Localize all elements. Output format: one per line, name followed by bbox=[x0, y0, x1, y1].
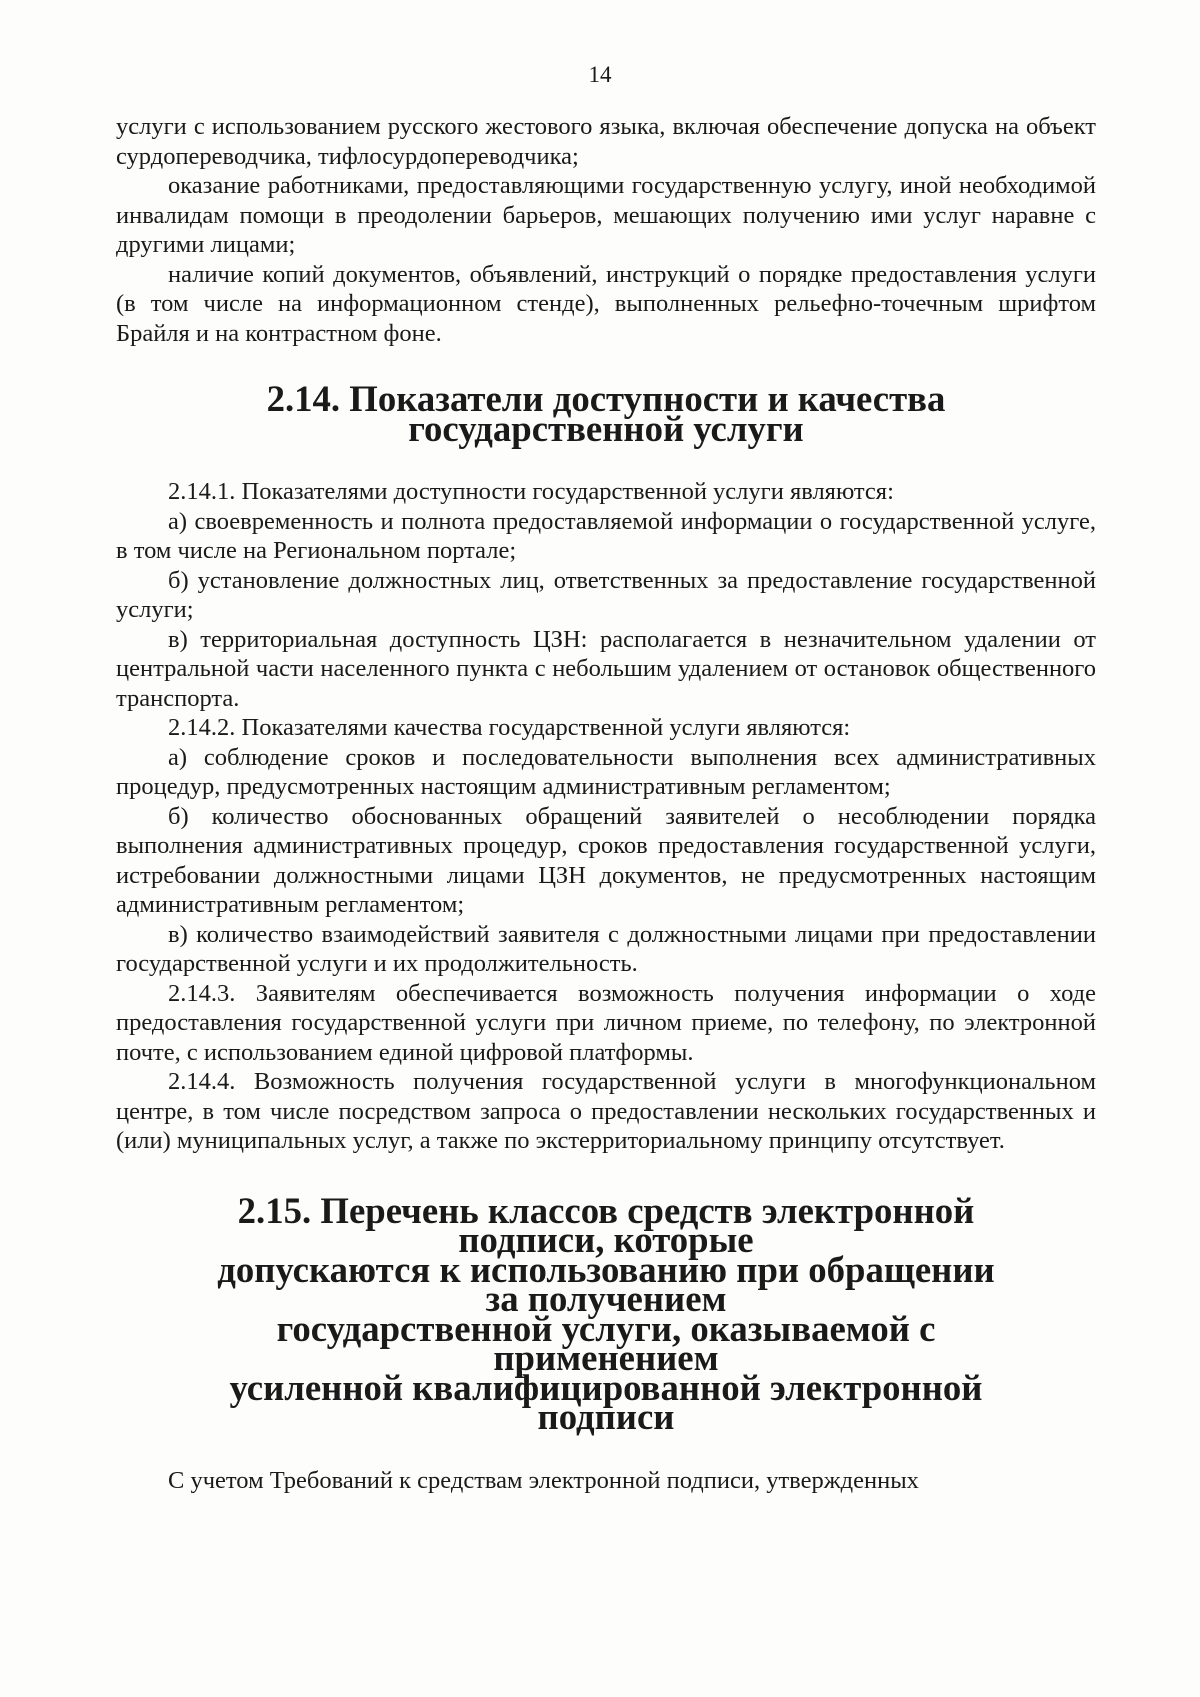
heading-line: 2.14. Показатели доступности и качества bbox=[266, 378, 946, 419]
paragraph: б) количество обоснованных обращений заявителей о несоблюдении порядка выполнения административных процедур, сроков предоставления государственной услуги, истребовании должностными лицами ЦЗН документов, не предусмотренных настоящим административным регламентом; bbox=[116, 802, 1096, 918]
paragraph: наличие копий документов, объявлений, инструкций о порядке предоставления услуги (в том числе на информационном стенде), выполненных рельефно-точечным шрифтом Брайля и на контрастном фоне. bbox=[116, 260, 1096, 347]
paragraph: в) территориальная доступность ЦЗН: располагается в незначительном удалении от центральной части населенного пункта с небольшим удалением от остановок общественного транспорта. bbox=[116, 625, 1096, 712]
paragraph: в) количество взаимодействий заявителя с должностными лицами при предоставлении государственной услуги и их продолжительность. bbox=[116, 920, 1096, 977]
paragraph: оказание работниками, предоставляющими государственную услугу, иной необходимой инвалидам помощи в преодолении барьеров, мешающих получению ими услуг наравне с другими лицами; bbox=[116, 172, 1096, 258]
paragraph: 2.14.2. Показателями качества государственной услуги являются: bbox=[168, 714, 851, 741]
heading-line: 2.15. Перечень классов средств электронной подписи, которые bbox=[237, 1189, 975, 1260]
document-body bbox=[116, 112, 1096, 1495]
page-number: 14 bbox=[588, 62, 612, 87]
heading-line: государственной услуги, оказываемой с применением bbox=[276, 1307, 936, 1378]
heading-line: допускаются к использованию при обращении за получением bbox=[217, 1248, 995, 1319]
paragraph: а) своевременность и полнота предоставляемой информации о государственной услуге, в том числе на Региональном портале; bbox=[116, 507, 1096, 564]
paragraph: 2.14.4. Возможность получения государственной услуги в многофункциональном центре, в том числе посредством запроса о предоставлении нескольких государственных и (или) муниципальных услуг, а также по экстерриториальному принципу отсутствует. bbox=[116, 1068, 1096, 1154]
section-heading-2-15 bbox=[116, 1189, 1096, 1437]
paragraph: б) установление должностных лиц, ответственных за предоставление государственной услуги; bbox=[116, 566, 1096, 623]
paragraph: 2.14.1. Показателями доступности государственной услуги являются: bbox=[168, 478, 894, 505]
paragraph: С учетом Требований к средствам электронной подписи, утвержденных bbox=[168, 1466, 919, 1494]
paragraph: услуги с использованием русского жестового языка, включая обеспечение допуска на объект сурдопереводчика, тифлосурдопереводчика; bbox=[116, 113, 1096, 170]
paragraph: а) соблюдение сроков и последовательности выполнения всех административных процедур, предусмотренных настоящим административным регламентом; bbox=[116, 743, 1096, 800]
heading-line: государственной услуги bbox=[408, 407, 804, 449]
section-heading-2-14 bbox=[116, 378, 1096, 449]
heading-line: усиленной квалифицированной электронной подписи bbox=[229, 1366, 983, 1437]
paragraph: 2.14.3. Заявителям обеспечивается возможность получения информации о ходе предоставления государственной услуги при личном приеме, по телефону, по электронной почте, с использованием единой цифровой платформы. bbox=[116, 979, 1096, 1066]
